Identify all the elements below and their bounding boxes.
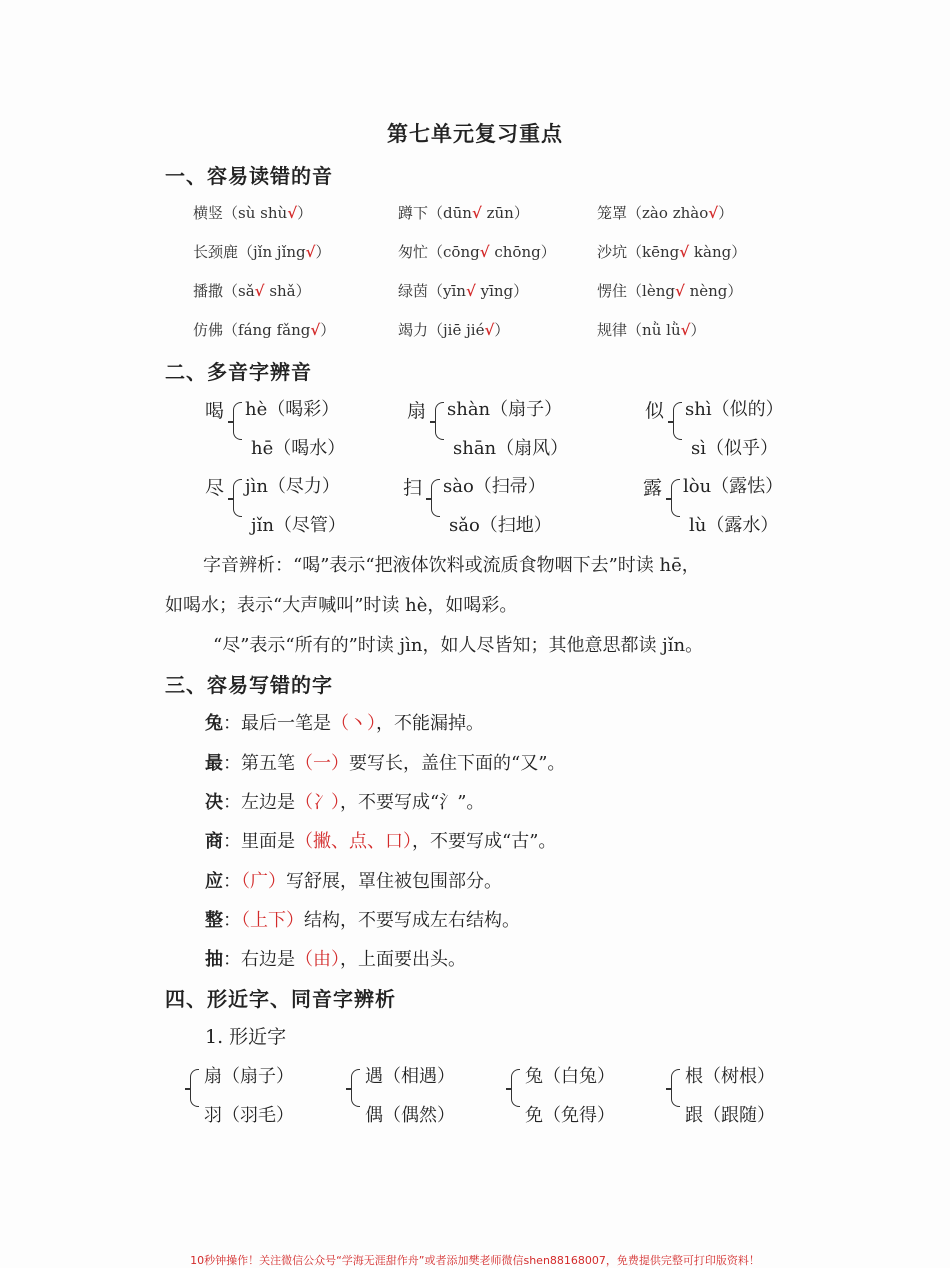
section3-heading: 三、容易写错的字 — [165, 673, 333, 697]
reading-b: sì（似乎） — [691, 438, 778, 459]
check-mark: √ — [674, 282, 685, 300]
pinyin-option-2: zūn — [486, 204, 514, 222]
item-word: 沙坑 — [597, 243, 628, 261]
row-highlight: （丶） — [331, 713, 376, 734]
pinyin-item: 蹲下（dūn√ zūn） — [398, 204, 529, 222]
pinyin-option-2: zhào — [672, 204, 709, 222]
pinyin-item: 绿茵（yīn√ yīng） — [398, 282, 529, 300]
polyphone-char: 尽 — [205, 477, 225, 499]
page-title: 第七单元复习重点 — [387, 121, 563, 146]
pinyin-option-2: nèng — [689, 282, 728, 300]
error-char-row — [205, 906, 520, 932]
error-char: 整 — [205, 910, 223, 931]
similar-char-a: 兔（白兔） — [525, 1066, 615, 1087]
pinyin-item: 笼罩（zào zhào√） — [597, 204, 734, 222]
error-char: 抽 — [205, 949, 223, 970]
similar-char-b: 羽（羽毛） — [204, 1105, 294, 1126]
check-mark: √ — [471, 204, 482, 222]
footer-note: 10秒钟操作！关注微信公众号“学海无涯甜作舟”或者添加樊老师微信shen88168007，免费提供完整可打印版资料！ — [190, 1254, 760, 1267]
pinyin-item: 匆忙（cōng√ chōng） — [398, 243, 556, 261]
row-text-b: ，不要写成“古”。 — [412, 831, 557, 852]
row-text-b: 要写长，盖住下面的“又”。 — [349, 753, 566, 774]
pinyin-item: 仿佛（fáng fǎng√） — [193, 321, 336, 339]
row-text-a: ：第五笔 — [223, 753, 295, 774]
row-text-a: ： — [223, 871, 241, 892]
row-highlight: （撇、点、口） — [295, 831, 412, 852]
pinyin-option-2: lǜ — [666, 321, 681, 339]
row-text-a: ：左边是 — [223, 792, 295, 813]
section2-heading: 二、多音字辨音 — [165, 360, 312, 384]
item-word: 笼罩 — [597, 204, 628, 222]
item-word: 横竖 — [193, 204, 224, 222]
pinyin-item: 播撒（sǎ√ shǎ） — [193, 282, 311, 300]
pinyin-option-1: jiē — [443, 321, 462, 339]
check-mark: √ — [305, 243, 316, 261]
error-char: 兔 — [205, 713, 223, 734]
pinyin-item: 规律（nǜ lǜ√） — [597, 321, 706, 339]
check-mark: √ — [310, 321, 321, 339]
error-char: 应 — [205, 871, 223, 892]
section4-subheading: 1. 形近字 — [205, 1026, 287, 1048]
polyphone-char: 露 — [643, 477, 663, 499]
pinyin-item: 竭力（jiē jié√） — [398, 321, 510, 339]
pinyin-item: 横竖（sù shù√） — [193, 204, 313, 222]
row-text-b: ，不能漏掉。 — [376, 713, 484, 734]
pinyin-option-2: shǎ — [269, 282, 296, 300]
row-text-a: ：右边是 — [223, 949, 295, 970]
reading-a: hè（喝彩） — [245, 399, 340, 420]
check-mark: √ — [287, 204, 298, 222]
reading-a: shàn（扇子） — [447, 399, 563, 420]
reading-b: jǐn（尽管） — [251, 515, 346, 536]
error-char: 最 — [205, 753, 223, 774]
section4-heading: 四、形近字、同音字辨析 — [165, 987, 396, 1011]
pinyin-option-1: kēng — [642, 243, 680, 261]
pinyin-option-1: fáng — [238, 321, 272, 339]
row-text-a: ：里面是 — [223, 831, 295, 852]
similar-char-b: 偶（偶然） — [365, 1105, 455, 1126]
item-word: 长颈鹿 — [193, 243, 239, 261]
check-mark: √ — [465, 282, 476, 300]
row-highlight: （上下） — [241, 910, 304, 931]
pinyin-option-1: lèng — [642, 282, 675, 300]
check-mark: √ — [484, 321, 495, 339]
brace — [435, 402, 444, 440]
brace — [671, 479, 680, 517]
check-mark: √ — [708, 204, 719, 222]
pinyin-option-2: yīng — [480, 282, 514, 300]
brace — [351, 1069, 360, 1107]
reading-b: shān（扇风） — [453, 438, 569, 459]
pinyin-option-2: fǎng — [276, 321, 311, 339]
pinyin-option-2: jié — [466, 321, 485, 339]
reading-b: hē（喝水） — [251, 438, 346, 459]
pinyin-item: 沙坑（kēng√ kàng） — [597, 243, 747, 261]
pinyin-item: 长颈鹿（jǐn jǐng√） — [193, 243, 331, 261]
pinyin-option-1: zào — [642, 204, 668, 222]
similar-char-b: 免（免得） — [525, 1105, 615, 1126]
pinyin-option-1: nǜ — [642, 321, 662, 339]
check-mark: √ — [679, 243, 690, 261]
error-char: 商 — [205, 831, 223, 852]
check-mark: √ — [254, 282, 265, 300]
error-char-row — [205, 867, 502, 893]
item-word: 匆忙 — [398, 243, 429, 261]
brace — [671, 1069, 680, 1107]
row-text-a: ：最后一笔是 — [223, 713, 331, 734]
error-char-row — [205, 827, 556, 853]
item-word: 蹲下 — [398, 204, 429, 222]
item-word: 绿茵 — [398, 282, 429, 300]
row-text-b: ，上面要出头。 — [340, 949, 466, 970]
similar-char-a: 根（树根） — [685, 1066, 775, 1087]
pinyin-option-1: dūn — [443, 204, 472, 222]
check-mark: √ — [479, 243, 490, 261]
brace — [190, 1069, 199, 1107]
polyphone-char: 似 — [645, 400, 665, 422]
reading-a: jìn（尽力） — [245, 476, 340, 497]
reading-a: shì（似的） — [685, 399, 784, 420]
item-word: 竭力 — [398, 321, 429, 339]
polyphone-char: 扫 — [403, 477, 423, 499]
brace — [511, 1069, 520, 1107]
polyphone-char: 喝 — [205, 400, 225, 422]
section2-para3: “尽”表示“所有的”时读 jìn，如人尽皆知；其他意思都读 jǐn。 — [213, 635, 704, 656]
pinyin-option-2: shù — [260, 204, 288, 222]
row-text-b: 写舒展，罩住被包围部分。 — [286, 871, 502, 892]
section2-para2: 如喝水；表示“大声喊叫”时读 hè，如喝彩。 — [165, 595, 518, 616]
section2-para1: 字音辨析：“喝”表示“把液体饮料或流质食物咽下去”时读 hē， — [203, 555, 700, 576]
item-word: 仿佛 — [193, 321, 224, 339]
item-word: 愣住 — [597, 282, 628, 300]
check-mark: √ — [680, 321, 691, 339]
item-word: 播撒 — [193, 282, 224, 300]
error-char-row — [205, 788, 484, 814]
pinyin-option-1: sǎ — [238, 282, 255, 300]
reading-a: lòu（露怯） — [683, 476, 784, 497]
row-highlight: （冫） — [295, 792, 340, 813]
similar-char-a: 扇（扇子） — [204, 1066, 294, 1087]
row-highlight: （一） — [295, 753, 349, 774]
reading-b: sǎo（扫地） — [449, 515, 552, 536]
similar-char-b: 跟（跟随） — [685, 1105, 775, 1126]
reading-a: sào（扫帚） — [443, 476, 546, 497]
pinyin-option-2: jǐng — [276, 243, 306, 261]
error-char: 决 — [205, 792, 223, 813]
brace — [431, 479, 440, 517]
brace — [673, 402, 682, 440]
pinyin-option-2: kàng — [693, 243, 732, 261]
pinyin-option-2: chōng — [494, 243, 541, 261]
error-char-row — [205, 945, 466, 971]
pinyin-option-1: cōng — [443, 243, 480, 261]
pinyin-item: 愣住（lèng√ nèng） — [597, 282, 743, 300]
pinyin-option-1: sù — [238, 204, 256, 222]
row-highlight: （由） — [295, 949, 340, 970]
item-word: 规律 — [597, 321, 628, 339]
pinyin-option-1: yīn — [443, 282, 466, 300]
row-text-b: 结构，不要写成左右结构。 — [304, 910, 520, 931]
row-highlight: （广） — [241, 871, 286, 892]
error-char-row — [205, 709, 484, 735]
section1-heading: 一、容易读错的音 — [165, 164, 333, 188]
brace — [233, 402, 242, 440]
reading-b: lù（露水） — [689, 515, 779, 536]
brace — [233, 479, 242, 517]
similar-char-a: 遇（相遇） — [365, 1066, 455, 1087]
error-char-row — [205, 749, 565, 775]
row-text-a: ： — [223, 910, 241, 931]
row-text-b: ，不要写成“氵”。 — [340, 792, 485, 813]
pinyin-option-1: jǐn — [253, 243, 273, 261]
polyphone-char: 扇 — [407, 400, 427, 422]
